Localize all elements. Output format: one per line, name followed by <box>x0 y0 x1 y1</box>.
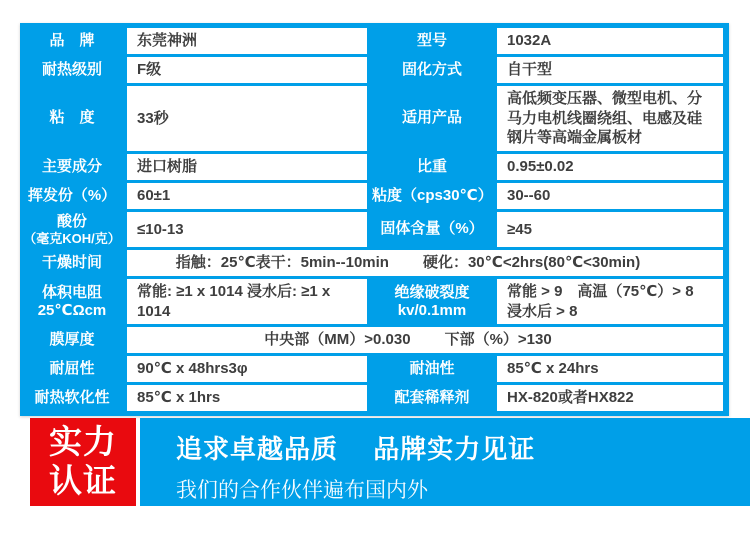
spec-label-flex-resistance: 耐屈性 <box>49 360 95 378</box>
banner-subtitle: 我们的合作伙伴遍布国内外 <box>176 479 428 502</box>
spec-value-applications: 高低频变压器、微型电机、分马力电机线圈绕组、电感及硅钢片等高端金属板材 <box>497 86 723 151</box>
spec-value-solid-content: ≥45 <box>497 212 723 248</box>
spec-value-cure-type: 自干型 <box>497 57 723 83</box>
strength-badge-line1: 实力 <box>49 423 117 461</box>
spec-value-model: 1032A <box>497 28 723 54</box>
spec-label-heat-class: 耐热级别 <box>41 61 102 78</box>
spec-value-heat-softening: 85℃ x 1hrs <box>127 385 367 411</box>
spec-value-thinner: HX-820或者HX822 <box>497 385 723 411</box>
film-thickness-lower: 下部（%）>130 <box>444 331 552 349</box>
spec-label-oil-resistance: 耐油性 <box>409 360 455 378</box>
spec-label-volatile: 挥发份（%） <box>27 186 117 204</box>
dry-time-harden: 硬化：30℃<2hrs(80℃<30min) <box>422 254 641 272</box>
spec-label-acid-line1: 酸份 <box>56 212 87 230</box>
spec-label-heat-softening: 耐热软化性 <box>34 389 110 407</box>
spec-value-brand: 东莞神洲 <box>127 28 367 54</box>
spec-label-volume-resistance <box>20 279 124 324</box>
spec-label-main-component: 主要成分 <box>41 157 102 175</box>
spec-value-main-component: 进口树脂 <box>127 154 367 180</box>
spec-value-volume-resistance: 常能: ≥1 x 1014 浸水后: ≥1 x 1014 <box>127 279 367 324</box>
spec-value-heat-class: F级 <box>127 57 367 83</box>
spec-label-brand: 品 牌 <box>49 32 95 49</box>
product-spec-table <box>20 23 729 416</box>
spec-label-solid-content: 固体含量（%） <box>380 220 484 238</box>
banner-title: 追求卓越品质 品牌实力见证 <box>176 434 536 464</box>
spec-label-dry-time: 干燥时间 <box>41 254 102 272</box>
spec-label-cure-type: 固化方式 <box>401 61 462 78</box>
volume-resistance-line1: 体积电阻 <box>41 283 102 301</box>
volume-resistance-line2: 25℃Ωcm <box>37 301 107 319</box>
spec-value-breakdown <box>497 279 723 324</box>
dry-time-touch: 指触：25℃表干：5min--10min <box>175 254 389 272</box>
breakdown-line1: 绝缘破裂度 <box>394 283 470 301</box>
strength-badge-line2: 认证 <box>49 462 117 499</box>
spec-label-viscosity-cps: 粘度（cps30℃） <box>372 186 493 204</box>
spec-label-film-thickness: 膜厚度 <box>49 331 95 349</box>
spec-label-model: 型号 <box>416 32 447 49</box>
spec-label-breakdown <box>370 279 494 324</box>
spec-value-film-thickness <box>127 327 723 353</box>
spec-label-thinner: 配套稀释剂 <box>394 389 470 407</box>
spec-value-viscosity: 33秒 <box>127 86 367 151</box>
strength-banner <box>30 418 750 506</box>
banner-slogan <box>140 418 750 506</box>
spec-label-specific-gravity: 比重 <box>416 157 447 175</box>
spec-label-acid <box>20 212 124 248</box>
spec-value-flex-resistance: 90℃ x 48hrs3φ <box>127 356 367 382</box>
spec-value-viscosity-cps: 30--60 <box>497 183 723 209</box>
spec-value-specific-gravity: 0.95±0.02 <box>497 154 723 180</box>
film-thickness-center: 中央部（MM）>0.030 <box>264 331 411 349</box>
spec-value-dry-time <box>127 250 723 276</box>
breakdown-line2: kv/0.1mm <box>397 301 467 319</box>
breakdown-value-line2: 浸水后 > 8 <box>507 302 578 320</box>
strength-badge <box>30 418 136 506</box>
spec-label-viscosity: 粘 度 <box>49 109 95 127</box>
spec-value-volatile: 60±1 <box>127 183 367 209</box>
spec-value-acid: ≤10-13 <box>127 212 367 248</box>
spec-label-acid-line2: （毫克KOH/克） <box>23 230 121 246</box>
breakdown-value-line1: 常能 > 9 高温（75℃）> 8 <box>507 283 694 301</box>
spec-value-oil-resistance: 85℃ x 24hrs <box>497 356 723 382</box>
spec-label-applications: 适用产品 <box>401 109 462 127</box>
